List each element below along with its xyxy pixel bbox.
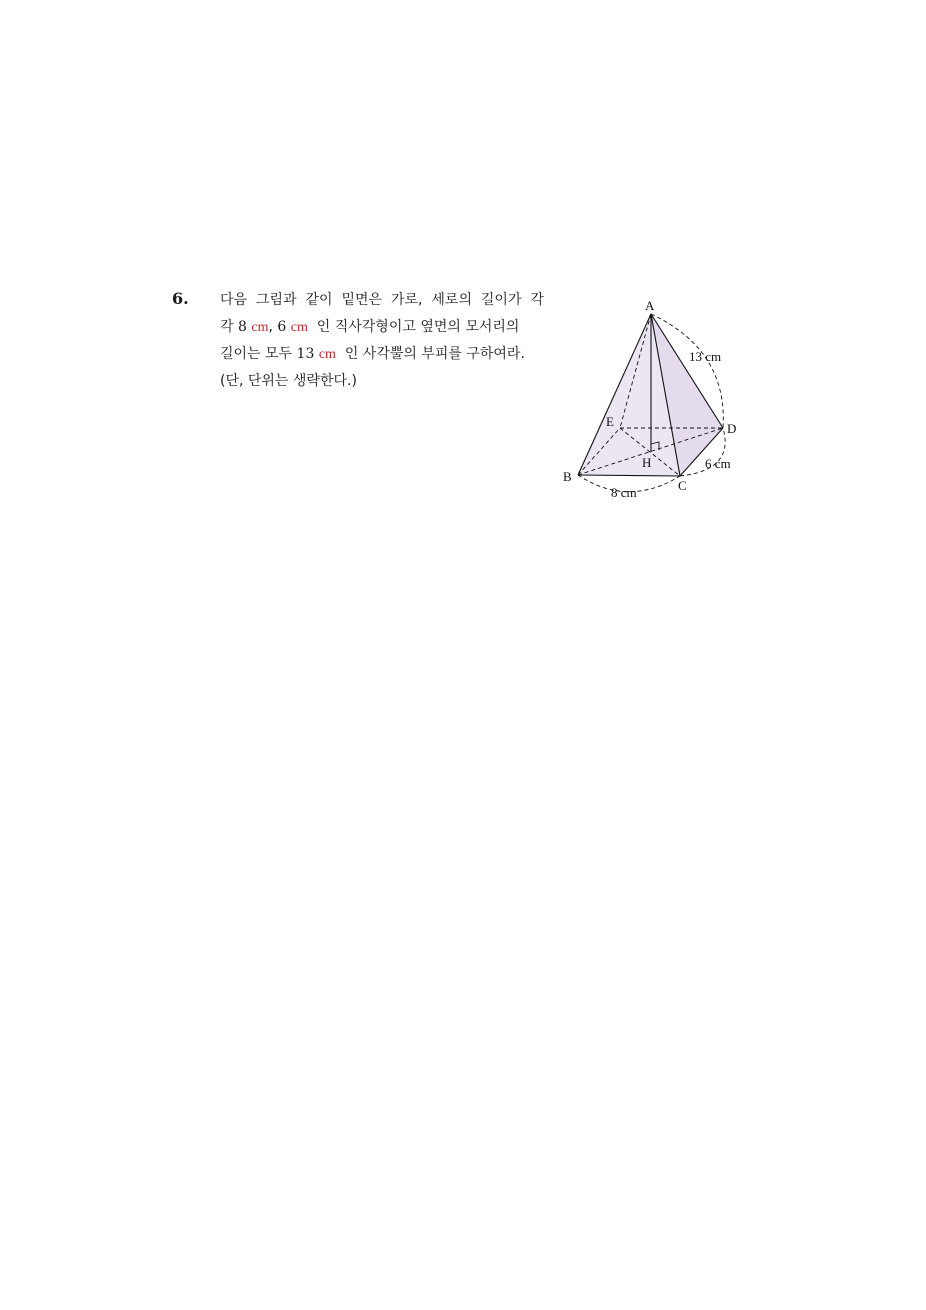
word: 다음 bbox=[220, 292, 248, 308]
label-vertex-c: C bbox=[678, 478, 687, 493]
value-slant: 13 bbox=[296, 346, 315, 362]
statement-line-3 bbox=[220, 341, 550, 368]
text-segment: 인 사각뿔의 부피를 구하여라. bbox=[335, 346, 525, 362]
statement-line-2 bbox=[220, 314, 550, 341]
label-vertex-b: B bbox=[563, 469, 572, 484]
word: 밑면은 bbox=[341, 292, 383, 308]
word: 세로의 bbox=[431, 292, 472, 308]
word: 그림과 bbox=[255, 292, 297, 308]
text-segment: 길이는 모두 bbox=[220, 346, 297, 362]
statement-line-4: (단, 단위는 생략한다.) bbox=[220, 373, 357, 389]
word: 각 bbox=[530, 292, 544, 308]
word: 가로, bbox=[390, 292, 423, 308]
pyramid-figure bbox=[555, 290, 745, 514]
label-vertex-a: A bbox=[645, 298, 655, 313]
statement-line-1 bbox=[220, 287, 544, 314]
word: 같이 bbox=[305, 292, 333, 308]
pyramid-diagram bbox=[555, 290, 745, 510]
word: 길이가 bbox=[480, 292, 522, 308]
label-base-depth: 6 cm bbox=[705, 456, 731, 471]
label-vertex-e: E bbox=[606, 414, 614, 429]
value-depth: 6 bbox=[277, 319, 287, 335]
text-segment: 각 bbox=[220, 319, 238, 335]
label-base-width: 8 cm bbox=[611, 485, 637, 500]
problem-number: 6. bbox=[172, 289, 189, 308]
label-vertex-d: D bbox=[727, 421, 737, 436]
unit-cm: cm bbox=[290, 320, 308, 335]
label-slant-length: 13 cm bbox=[689, 349, 722, 364]
label-foot-h: H bbox=[642, 455, 652, 470]
text-segment: , bbox=[268, 319, 278, 335]
value-width: 8 bbox=[237, 319, 247, 335]
text-segment: 인 직사각형이고 옆면의 모서리의 bbox=[307, 319, 520, 335]
unit-cm: cm bbox=[318, 347, 336, 362]
unit-cm: cm bbox=[251, 320, 269, 335]
problem-statement bbox=[220, 287, 550, 395]
